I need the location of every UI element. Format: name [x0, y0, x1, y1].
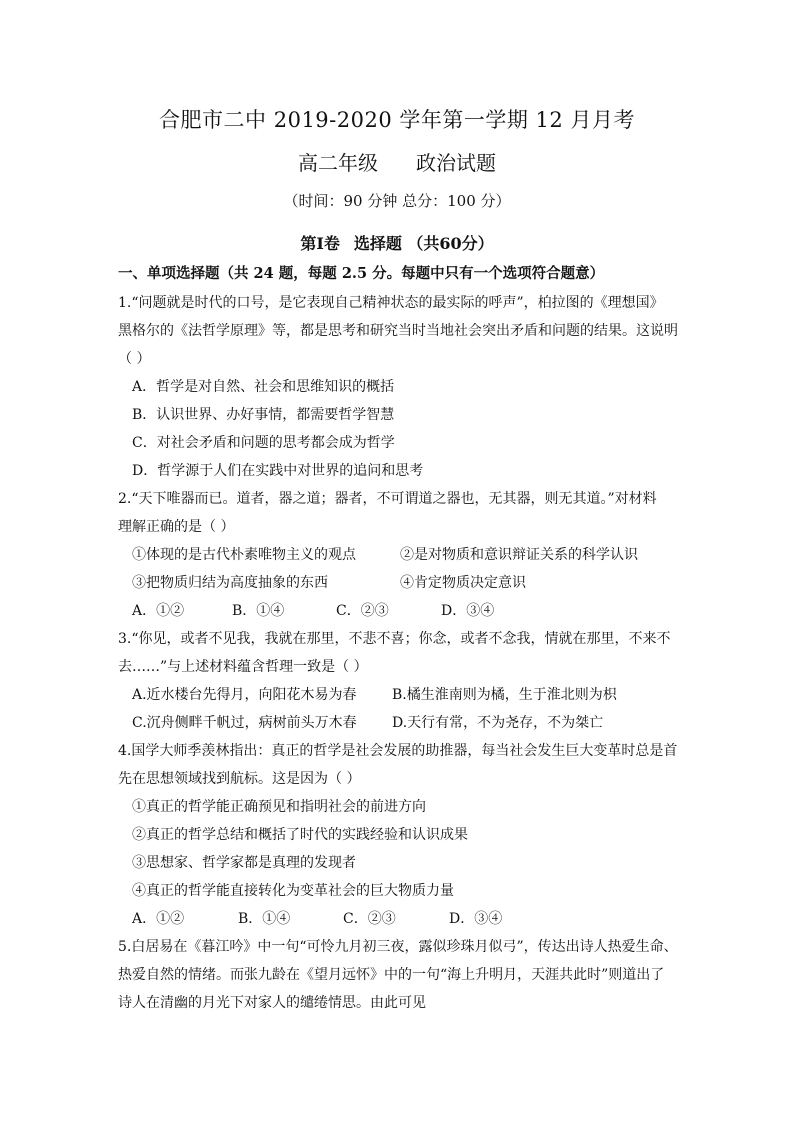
question-2-choice-b: B．①④	[232, 603, 285, 619]
question-4-stem-line: 先在思想领域找到航标。这是因为（ ）	[118, 771, 361, 787]
question-3-option-a: A.近水楼台先得月，向阳花木易为春	[132, 687, 357, 703]
question-3-stem-line: 去……”与上述材料蕴含哲理一致是（ ）	[118, 659, 368, 675]
question-4-choice-d: D．③④	[449, 911, 503, 927]
question-3-option-b: B.橘生淮南则为橘，生于淮北则为枳	[392, 687, 617, 703]
question-1-stem-line: 1.“问题就是时代的口号，是它表现自己精神状态的最实际的呼声”，柏拉图的《理想国》	[118, 295, 664, 311]
question-5-stem-line: 5.白居易在《暮江吟》中一句“可怜九月初三夜，露似珍珠月似弓”，传达出诗人热爱生命、	[118, 939, 678, 955]
question-4-choice-a: A．①②	[132, 911, 185, 927]
question-2-choice-c: C．②③	[336, 603, 389, 619]
question-4-stem-line: 4.国学大师季羡林指出：真正的哲学是社会发展的助推器，每当社会发生巨大变革时总是首	[118, 743, 678, 759]
question-4-item-4: ④真正的哲学能直接转化为变革社会的巨大物质力量	[132, 883, 454, 899]
question-3-stem-line: 3.“你见，或者不见我，我就在那里，不悲不喜；你念，或者不念我，情就在那里，不来不	[118, 631, 671, 647]
question-3-option-c: C.沉舟侧畔千帆过，病树前头万木春	[132, 715, 357, 731]
question-2-item-4: ④肯定物质决定意识	[400, 575, 526, 591]
grade-label: 高二年级	[298, 151, 378, 175]
subject-label: 政治试题	[416, 151, 496, 175]
exam-title: 合肥市二中 2019-2020 学年第一学期 12 月月考	[159, 108, 635, 132]
volume-heading	[0, 231, 794, 254]
question-1-option-a: A．哲学是对自然、社会和思维知识的概括	[132, 379, 395, 395]
question-2-item-1: ①体现的是古代朴素唯物主义的观点	[132, 547, 356, 563]
volume-name: 选择题 （共60分）	[353, 234, 494, 253]
question-2-item-3: ③把物质归结为高度抽象的东西	[132, 575, 328, 591]
exam-subtitle	[0, 147, 794, 176]
question-1-option-b: B．认识世界、办好事情，都需要哲学智慧	[132, 407, 395, 423]
question-1-stem-line: 黑格尔的《法哲学原理》等，都是思考和研究当时当地社会突出矛盾和问题的结果。这说明	[118, 323, 678, 339]
question-4-choice-b: B．①④	[238, 911, 291, 927]
question-3-option-d: D.天行有常，不为尧存，不为桀亡	[392, 715, 604, 731]
exam-meta: （时间：90 分钟 总分：100 分）	[283, 192, 511, 210]
question-2-choice-d: D．③④	[441, 603, 495, 619]
question-2-item-2: ②是对物质和意识辩证关系的科学认识	[400, 547, 638, 563]
question-1-option-d: D．哲学源于人们在实践中对世界的追问和思考	[132, 463, 424, 479]
question-4-item-1: ①真正的哲学能正确预见和指明社会的前进方向	[132, 799, 426, 815]
volume-number: 第Ⅰ卷	[300, 234, 340, 253]
question-1-option-c: C．对社会矛盾和问题的思考都会成为哲学	[132, 435, 395, 451]
question-4-item-2: ②真正的哲学总结和概括了时代的实践经验和认识成果	[132, 827, 468, 843]
question-2-stem-line: 理解正确的是（ ）	[118, 519, 235, 535]
question-5-stem-line: 诗人在清幽的月光下对家人的缱绻情思。由此可见	[118, 995, 426, 1011]
section-heading: 一、单项选择题（共 24 题，每题 2.5 分。每题中只有一个选项符合题意）	[118, 265, 605, 282]
question-2-choice-a: A．①②	[132, 603, 185, 619]
question-1-stem-line: （ ）	[118, 351, 151, 367]
question-4-choice-c: C．②③	[343, 911, 396, 927]
question-4-item-3: ③思想家、哲学家都是真理的发现者	[132, 855, 356, 871]
question-5-stem-line: 热爱自然的情绪。而张九龄在《望月远怀》中的一句“海上升明月，天涯共此时”则道出了	[118, 967, 665, 983]
question-2-stem-line: 2.“天下唯器而已。道者，器之道；器者，不可谓道之器也，无其器，则无其道。”对材料	[118, 491, 657, 507]
